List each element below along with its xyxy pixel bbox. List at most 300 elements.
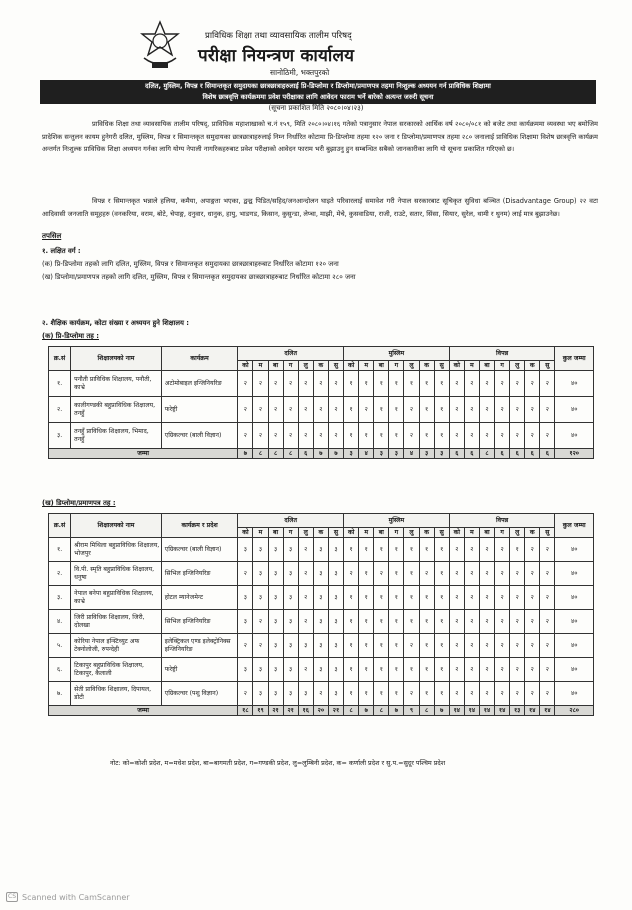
- province-note: नोट: को=कोशी प्रदेश, म=मधेश प्रदेश, बा=बागमती प्रदेश, ग=गण्डकी प्रदेश, लु=लुम्बिनी प्रदेश, क= कर्णाली प्रदेश र सु.प.=सुदूर पश्चिम प्रदेश: [110, 759, 446, 767]
- cell-quota: २: [495, 658, 510, 682]
- cell-quota: २: [510, 397, 525, 423]
- header-province: ग: [389, 361, 404, 371]
- totals-cell: ८: [374, 706, 389, 716]
- cell-quota: २: [298, 397, 313, 423]
- cell-quota: २: [464, 634, 479, 658]
- cell-sn: ७.: [49, 682, 71, 706]
- cell-quota: ३: [268, 658, 283, 682]
- cell-quota: १: [359, 423, 374, 449]
- scanner-text: Scanned with CamScanner: [22, 892, 130, 902]
- cell-quota: २: [268, 397, 283, 423]
- cell-program: फरेष्ट्री: [161, 397, 238, 423]
- cell-quota: ३: [238, 610, 253, 634]
- header-province: सु: [434, 528, 449, 538]
- diploma-quota-table: [48, 513, 594, 716]
- header-province: सु: [328, 361, 343, 371]
- cell-quota: २: [479, 538, 494, 562]
- header-province: सु: [540, 528, 555, 538]
- cell-quota: ३: [238, 586, 253, 610]
- totals-cell: ७: [359, 706, 374, 716]
- cell-quota: ३: [283, 562, 298, 586]
- header-province: म: [464, 361, 479, 371]
- totals-cell: ८: [268, 449, 283, 459]
- totals-cell: ८: [283, 449, 298, 459]
- header-muslim: मुस्लिम: [344, 347, 450, 361]
- cell-quota: ३: [313, 658, 328, 682]
- cell-quota: १: [374, 423, 389, 449]
- cell-total: ४०: [555, 586, 594, 610]
- totals-cell: २१: [328, 706, 343, 716]
- totals-cell: ६: [510, 449, 525, 459]
- cell-quota: २: [525, 682, 540, 706]
- cell-quota: १: [344, 634, 359, 658]
- cell-quota: २: [525, 562, 540, 586]
- cell-quota: ३: [253, 586, 268, 610]
- cell-quota: २: [540, 397, 555, 423]
- cell-quota: २: [238, 397, 253, 423]
- totals-cell: ६: [525, 449, 540, 459]
- paragraph-2: विपन्न र सिमान्तकृत भन्नाले हलिया, कमैया, अपाङ्गता भएका, द्वन्द्व पिडित/सहिद/जनआन्दोलन घाइते परिवारलाई समावेश गरी नेपाल सरकारबाट सूचिकृत सुविधा बञ्चित (Disadvantage Group) २२ वटा आदिवासी जनजाति समूहहरु (वनकरिया, वराम, बोटे, चेपाङ्ग, दनुवार, धानुक, हायु, भाङगड, किसान, कुसुन्डा, लेप्चा, माझी, मेचे, कुसवाडिया, राजी, राउटे, सतार, सिंसा, सियार, सुरेल, थामी र थुनम) लाई मात्र बुझाउनेछ।: [42, 197, 598, 218]
- totals-cell: १८: [238, 706, 253, 716]
- cell-quota: १: [404, 610, 419, 634]
- cell-school: कालीगण्डकी बहुप्राविधिक शिक्षालय, तनहुँ: [71, 397, 162, 423]
- cell-quota: १: [344, 682, 359, 706]
- cell-quota: २: [464, 562, 479, 586]
- cell-quota: २: [404, 634, 419, 658]
- totals-grand: १२०: [555, 449, 594, 459]
- cell-quota: १: [389, 634, 404, 658]
- totals-cell: १४: [464, 706, 479, 716]
- cell-quota: १: [419, 634, 434, 658]
- header-province: क: [525, 361, 540, 371]
- cell-quota: १: [404, 562, 419, 586]
- header-vipanna: विपन्न: [449, 347, 555, 361]
- cell-quota: २: [253, 423, 268, 449]
- cell-quota: १: [419, 423, 434, 449]
- cell-total: ४०: [555, 397, 594, 423]
- totals-cell: ८: [479, 449, 494, 459]
- cell-quota: २: [525, 538, 540, 562]
- published-date: (सूचना प्रकाशित मिति २०८०।०४।२३): [268, 104, 364, 112]
- cell-total: ४०: [555, 610, 594, 634]
- cell-quota: १: [344, 538, 359, 562]
- cell-quota: २: [479, 634, 494, 658]
- cell-quota: २: [464, 538, 479, 562]
- cell-sn: २.: [49, 562, 71, 586]
- cell-sn: १.: [49, 538, 71, 562]
- office-address: सानोठिमी, भक्तपुरको: [270, 68, 330, 77]
- cell-program: सिभिल इन्जिनियरिङ: [161, 610, 238, 634]
- cell-quota: ३: [268, 682, 283, 706]
- header-sn: क्र.सं: [49, 514, 71, 538]
- cell-quota: १: [434, 538, 449, 562]
- cell-quota: २: [298, 586, 313, 610]
- cell-quota: २: [449, 538, 464, 562]
- cell-quota: २: [238, 423, 253, 449]
- cell-quota: ३: [283, 586, 298, 610]
- table-row: [49, 397, 594, 423]
- table-row: [49, 682, 594, 706]
- header-province: सु: [434, 361, 449, 371]
- totals-row: [49, 449, 594, 459]
- cell-quota: ३: [283, 658, 298, 682]
- cell-quota: २: [479, 397, 494, 423]
- cell-quota: १: [359, 610, 374, 634]
- header-province: को: [344, 528, 359, 538]
- nepal-government-emblem-icon: [138, 20, 182, 72]
- totals-row: [49, 706, 594, 716]
- header-province: क: [313, 361, 328, 371]
- cell-quota: ३: [253, 658, 268, 682]
- cell-quota: ३: [313, 610, 328, 634]
- header-school: शिक्षालयको नाम: [71, 514, 162, 538]
- cell-school: तनहुँ प्राविधिक शिक्षालय, भिमाद, तनहुँ: [71, 423, 162, 449]
- cell-quota: २: [404, 682, 419, 706]
- cell-quota: २: [479, 562, 494, 586]
- cell-quota: १: [359, 634, 374, 658]
- totals-cell: ६: [495, 449, 510, 459]
- totals-cell: ३: [374, 449, 389, 459]
- table-row: [49, 634, 594, 658]
- cell-quota: ३: [298, 682, 313, 706]
- header-province: बा: [374, 361, 389, 371]
- totals-grand: २८०: [555, 706, 594, 716]
- cell-quota: २: [540, 682, 555, 706]
- cell-quota: १: [419, 658, 434, 682]
- cell-quota: ३: [268, 538, 283, 562]
- cell-quota: २: [298, 371, 313, 397]
- cell-quota: २: [525, 658, 540, 682]
- cell-quota: २: [449, 397, 464, 423]
- cell-quota: १: [359, 538, 374, 562]
- cell-sn: ६.: [49, 658, 71, 682]
- cell-quota: १: [404, 371, 419, 397]
- cell-quota: १: [404, 658, 419, 682]
- cell-quota: ३: [283, 538, 298, 562]
- header-province: को: [238, 528, 253, 538]
- header-province: सु: [540, 361, 555, 371]
- header-province: क: [313, 528, 328, 538]
- cell-quota: ३: [313, 634, 328, 658]
- cell-quota: १: [374, 682, 389, 706]
- cell-quota: २: [253, 371, 268, 397]
- header-province: लु: [404, 361, 419, 371]
- cell-quota: २: [525, 397, 540, 423]
- cell-quota: २: [449, 423, 464, 449]
- cell-quota: २: [238, 371, 253, 397]
- totals-cell: ९: [404, 706, 419, 716]
- cell-quota: २: [328, 423, 343, 449]
- cell-quota: १: [344, 586, 359, 610]
- cell-quota: ३: [238, 658, 253, 682]
- cell-total: ४०: [555, 538, 594, 562]
- header-province: ग: [283, 361, 298, 371]
- cell-quota: २: [540, 610, 555, 634]
- cell-quota: १: [389, 538, 404, 562]
- cell-program: होटल म्यानेजमेन्ट: [161, 586, 238, 610]
- totals-cell: ३: [344, 449, 359, 459]
- cell-quota: २: [298, 423, 313, 449]
- cell-quota: २: [540, 371, 555, 397]
- cell-quota: २: [540, 658, 555, 682]
- pre-diploma-quota-table: [48, 346, 594, 459]
- cell-quota: ३: [313, 586, 328, 610]
- cell-quota: १: [374, 634, 389, 658]
- totals-cell: १४: [479, 706, 494, 716]
- cell-quota: ३: [298, 634, 313, 658]
- cell-quota: २: [540, 423, 555, 449]
- cell-quota: २: [359, 397, 374, 423]
- header-province: लु: [404, 528, 419, 538]
- totals-cell: ७: [389, 706, 404, 716]
- cell-quota: ३: [328, 658, 343, 682]
- cell-program: अटोमोबाइल इन्जिनियरिङ: [161, 371, 238, 397]
- header-province: म: [359, 361, 374, 371]
- cell-quota: ३: [253, 682, 268, 706]
- header-province: को: [449, 528, 464, 538]
- table-row: [49, 371, 594, 397]
- cell-sn: ४.: [49, 610, 71, 634]
- header-province: म: [253, 528, 268, 538]
- cell-quota: १: [374, 397, 389, 423]
- totals-cell: ४: [359, 449, 374, 459]
- totals-cell: १६: [298, 706, 313, 716]
- cell-quota: १: [359, 586, 374, 610]
- camscanner-logo-icon: CS: [8, 893, 16, 900]
- cell-program: एग्रिकल्चर (बाली विज्ञान): [161, 423, 238, 449]
- header-muslim: मुस्लिम: [344, 514, 450, 528]
- totals-cell: १९: [253, 706, 268, 716]
- cell-quota: २: [464, 371, 479, 397]
- cell-quota: ३: [328, 562, 343, 586]
- table-row: [49, 423, 594, 449]
- cell-quota: २: [449, 682, 464, 706]
- cell-quota: २: [495, 562, 510, 586]
- header-province: बा: [479, 361, 494, 371]
- header-province: लु: [510, 528, 525, 538]
- cell-quota: १: [359, 371, 374, 397]
- header-province: म: [253, 361, 268, 371]
- totals-cell: ४: [404, 449, 419, 459]
- totals-cell: १४: [525, 706, 540, 716]
- cell-sn: १.: [49, 371, 71, 397]
- totals-cell: ६: [298, 449, 313, 459]
- cell-quota: २: [525, 586, 540, 610]
- cell-quota: १: [374, 658, 389, 682]
- cell-quota: १: [389, 586, 404, 610]
- header-province: क: [525, 528, 540, 538]
- cell-sn: २.: [49, 397, 71, 423]
- cell-quota: २: [540, 586, 555, 610]
- cell-sn: ३.: [49, 423, 71, 449]
- totals-cell: १४: [540, 706, 555, 716]
- header-province: ग: [495, 361, 510, 371]
- cell-total: ४०: [555, 634, 594, 658]
- cell-quota: ३: [328, 538, 343, 562]
- cell-quota: १: [404, 538, 419, 562]
- cell-quota: ३: [283, 610, 298, 634]
- cell-quota: १: [419, 538, 434, 562]
- cell-quota: १: [419, 397, 434, 423]
- header-province: को: [238, 361, 253, 371]
- section-2-sub-b: (ख) डिप्लोमा/प्रमाणपत्र तह :: [42, 499, 116, 507]
- cell-quota: २: [479, 423, 494, 449]
- cell-quota: १: [374, 371, 389, 397]
- cell-quota: १: [389, 682, 404, 706]
- cell-quota: २: [313, 423, 328, 449]
- header-province: बा: [374, 528, 389, 538]
- totals-cell: ३: [389, 449, 404, 459]
- header-province: म: [359, 528, 374, 538]
- cell-quota: १: [419, 586, 434, 610]
- cell-quota: २: [253, 397, 268, 423]
- cell-quota: २: [374, 562, 389, 586]
- cell-quota: २: [298, 610, 313, 634]
- notice-banner: [40, 80, 596, 104]
- cell-program: सिभिल इन्जिनियरिङ: [161, 562, 238, 586]
- cell-quota: २: [283, 423, 298, 449]
- totals-cell: १३: [510, 706, 525, 716]
- totals-cell: ३: [434, 449, 449, 459]
- totals-cell: ७: [238, 449, 253, 459]
- cell-quota: ३: [268, 586, 283, 610]
- totals-cell: ८: [419, 706, 434, 716]
- totals-cell: ७: [328, 449, 343, 459]
- cell-quota: १: [419, 682, 434, 706]
- table-row: [49, 658, 594, 682]
- cell-quota: १: [374, 610, 389, 634]
- cell-quota: १: [434, 610, 449, 634]
- cell-quota: १: [344, 371, 359, 397]
- table-row: [49, 586, 594, 610]
- header-province: बा: [268, 528, 283, 538]
- totals-cell: ३: [419, 449, 434, 459]
- cell-quota: १: [389, 423, 404, 449]
- schedule-heading: तपसिल: [42, 232, 62, 240]
- cell-quota: २: [449, 586, 464, 610]
- header-dalit: दलित: [238, 514, 344, 528]
- cell-quota: २: [525, 610, 540, 634]
- cell-school: कोरिया नेपाल इन्स्टिच्युट अफ टेक्नोलोजी, रुपन्देही: [71, 634, 162, 658]
- cell-quota: २: [479, 371, 494, 397]
- cell-quota: २: [495, 538, 510, 562]
- cell-quota: ३: [253, 562, 268, 586]
- cell-quota: २: [253, 634, 268, 658]
- cell-quota: २: [449, 610, 464, 634]
- cell-quota: १: [434, 658, 449, 682]
- cell-quota: २: [313, 371, 328, 397]
- cell-quota: २: [495, 423, 510, 449]
- cell-quota: २: [328, 371, 343, 397]
- header-province: को: [344, 361, 359, 371]
- header-province: लु: [510, 361, 525, 371]
- cell-quota: १: [344, 423, 359, 449]
- totals-cell: १४: [495, 706, 510, 716]
- totals-cell: ७: [313, 449, 328, 459]
- cell-quota: २: [525, 423, 540, 449]
- cell-quota: ३: [283, 682, 298, 706]
- cell-quota: १: [344, 610, 359, 634]
- cell-quota: १: [419, 371, 434, 397]
- header-province: बा: [268, 361, 283, 371]
- cell-quota: २: [479, 682, 494, 706]
- cell-quota: १: [434, 397, 449, 423]
- cell-total: ४०: [555, 371, 594, 397]
- cell-quota: ३: [238, 538, 253, 562]
- cell-quota: २: [298, 538, 313, 562]
- cell-quota: २: [510, 658, 525, 682]
- cell-quota: २: [510, 586, 525, 610]
- totals-cell: ६: [464, 449, 479, 459]
- banner-line-1: दलित, मुस्लिम, विपन्न र सिमान्तकृत समुदायका छात्रछात्राहरुलाई प्रि-डिप्लोमा र डिप्लोमा/प्रमाणपत्र तहमा निःशुल्क अध्ययन गर्न प्राविधिक शिक्षामा: [145, 82, 491, 90]
- header-province: ग: [495, 528, 510, 538]
- cell-quota: ३: [253, 538, 268, 562]
- cell-quota: २: [449, 371, 464, 397]
- cell-quota: १: [434, 371, 449, 397]
- cell-quota: २: [298, 658, 313, 682]
- cell-school: सेती प्राविधिक शिक्षालय, दिपायल, डोटी: [71, 682, 162, 706]
- cell-quota: ३: [328, 682, 343, 706]
- cell-program: इलेक्ट्रिकल एण्ड इलेक्ट्रोनिक्स इन्जिनियरिङ: [161, 634, 238, 658]
- cell-quota: २: [313, 682, 328, 706]
- cell-quota: १: [510, 538, 525, 562]
- banner-line-2: विशेष छात्रवृत्ति कार्यक्रममा प्रवेश परीक्षाका लागि आवेदन फाराम भर्ने बारेको अत्यन्त जरुरी सूचना: [202, 93, 434, 101]
- totals-cell: ७: [434, 706, 449, 716]
- table-row: [49, 562, 594, 586]
- header-province: को: [449, 361, 464, 371]
- totals-cell: ८: [253, 449, 268, 459]
- cell-quota: २: [464, 586, 479, 610]
- cell-quota: २: [449, 658, 464, 682]
- cell-quota: २: [510, 371, 525, 397]
- cell-school: जिरी प्राविधिक शिक्षालय, जिरी, दोलखा: [71, 610, 162, 634]
- header-province: क: [419, 361, 434, 371]
- cell-sn: ५.: [49, 634, 71, 658]
- header-vipanna: विपन्न: [449, 514, 555, 528]
- cell-quota: १: [344, 397, 359, 423]
- cell-total: ४०: [555, 423, 594, 449]
- cell-quota: २: [495, 634, 510, 658]
- cell-quota: २: [495, 682, 510, 706]
- cell-quota: २: [449, 562, 464, 586]
- section-1-item-b: (ख) डिप्लोमा/प्रमाणपत्र तहको लागि दलित, मुस्लिम, विपन्न र सिमान्तकृत समुदायका छात्रछात्राहरुबाट निर्धारित कोटामा २८० जना: [42, 273, 356, 281]
- totals-cell: २१: [283, 706, 298, 716]
- header-school: शिक्षालयको नाम: [71, 347, 162, 371]
- header-dalit: दलित: [238, 347, 344, 361]
- cell-program: एग्रिकल्चर (बाली विज्ञान): [161, 538, 238, 562]
- header-total: कुल जम्मा: [555, 347, 594, 371]
- cell-quota: ३: [328, 634, 343, 658]
- cell-quota: ३: [268, 562, 283, 586]
- cell-quota: २: [464, 397, 479, 423]
- cell-quota: १: [434, 562, 449, 586]
- cell-school: वि.पी. स्मृति बहुप्राविधिक शिक्षालय, धनुषा: [71, 562, 162, 586]
- cell-quota: १: [404, 586, 419, 610]
- cell-quota: ३: [268, 634, 283, 658]
- cell-quota: ३: [313, 562, 328, 586]
- cell-quota: २: [540, 562, 555, 586]
- cell-quota: १: [434, 423, 449, 449]
- cell-quota: ३: [328, 610, 343, 634]
- cell-quota: २: [479, 658, 494, 682]
- cell-quota: २: [495, 586, 510, 610]
- section-2-sub-a: (क) प्रि-डिप्लोमा तह :: [42, 332, 99, 340]
- cell-quota: १: [374, 586, 389, 610]
- cell-quota: २: [464, 423, 479, 449]
- cell-quota: २: [328, 397, 343, 423]
- council-name: प्राविधिक शिक्षा तथा व्यावसायिक तालीम परिषद्: [205, 31, 352, 41]
- cell-quota: १: [359, 682, 374, 706]
